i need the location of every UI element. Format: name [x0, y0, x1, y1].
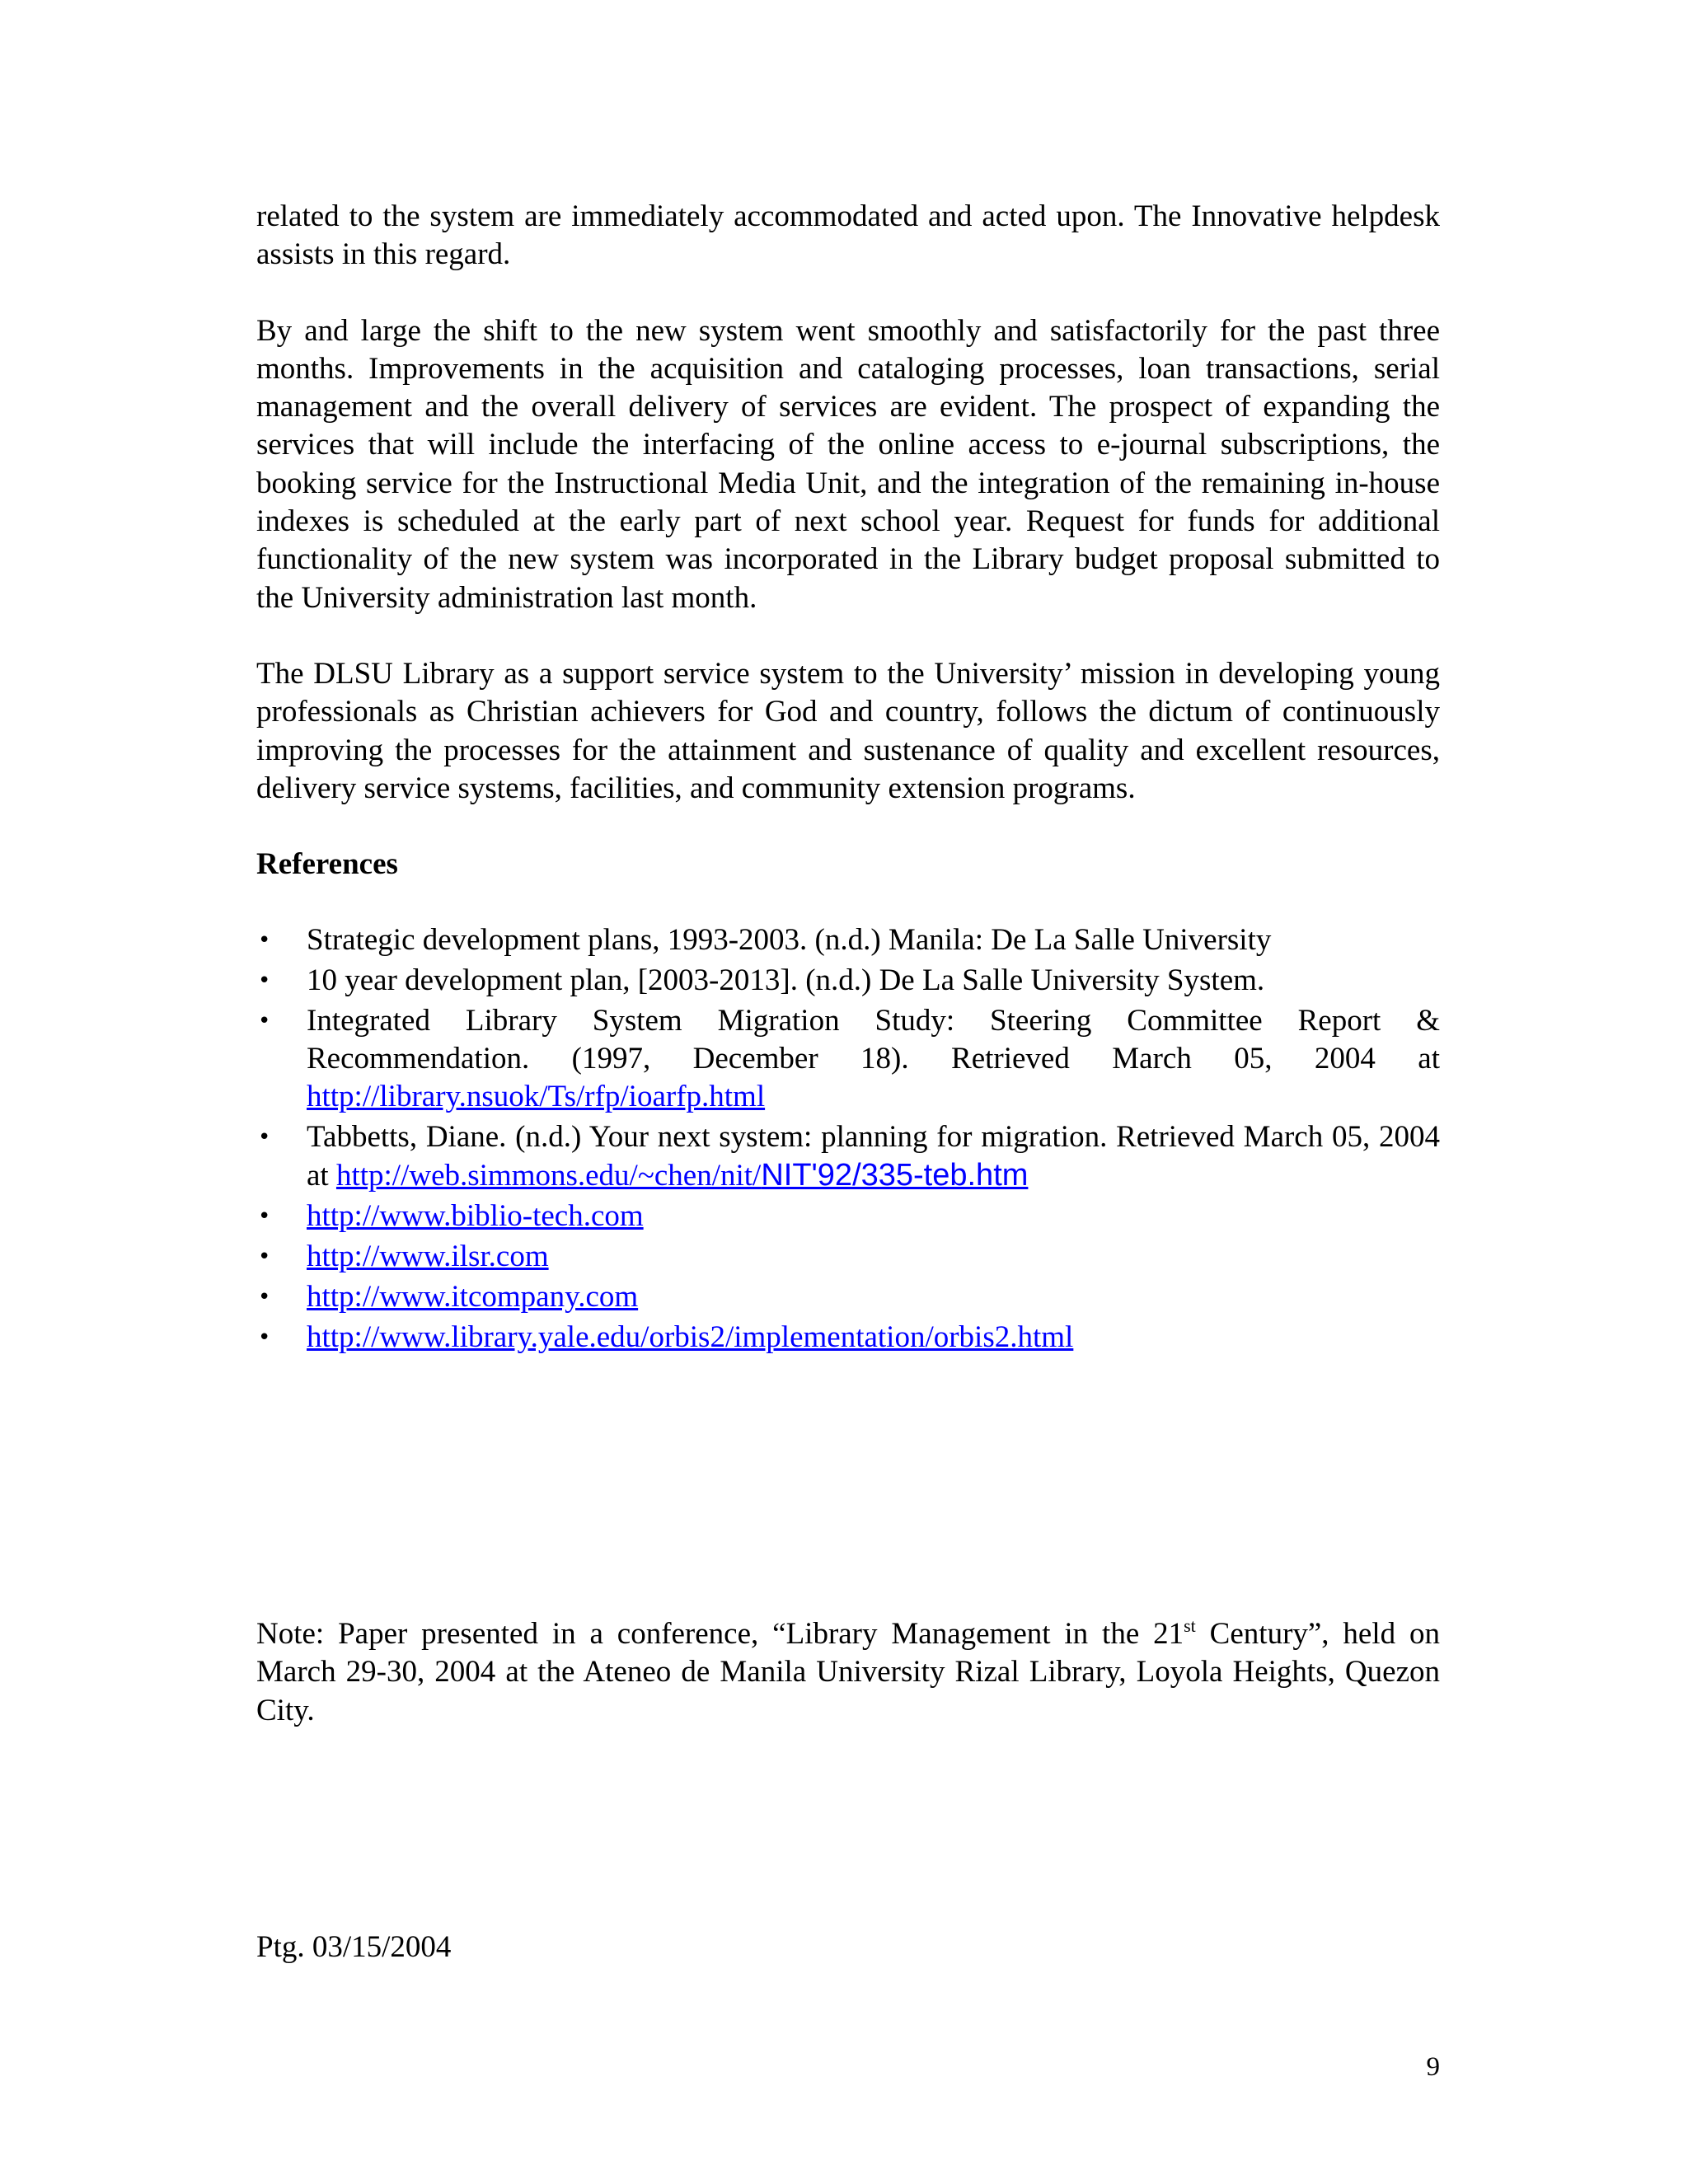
bullet-icon: • — [258, 1125, 271, 1151]
document-body — [256, 198, 1440, 1359]
bullet-icon: • — [258, 968, 271, 994]
reference-link-itcompany[interactable]: http://www.itcompany.com — [307, 1280, 639, 1315]
page-number: 9 — [1426, 2052, 1440, 2082]
reference-link-nsuok[interactable]: http://library.nsuok/Ts/rfp/ioarfp.html — [307, 1080, 766, 1114]
note-superscript: st — [1184, 1615, 1196, 1636]
reference-item — [256, 1002, 1440, 1116]
reference-text: Integrated Library System Migration Study: Steering Committee Report & Recommendation. (1997, December 18). Retrieved March 05, 2004 at — [307, 1004, 1440, 1076]
bullet-icon: • — [258, 1285, 271, 1310]
bullet-icon: • — [258, 928, 271, 954]
reference-link-simmons-file: NIT'92/335-teb.htm — [761, 1158, 1029, 1193]
reference-link-yale[interactable]: http://www.library.yale.edu/orbis2/implementation/orbis2.html — [307, 1320, 1074, 1355]
paragraph-helpdesk: related to the system are immediately accommodated and acted upon. The Innovative helpdesk assists in this regard. — [256, 199, 1440, 272]
date-line: Ptg. 03/15/2004 — [256, 1930, 452, 1964]
reference-link-simmons-path: http://web.simmons.edu/~chen/nit/ — [335, 1159, 762, 1193]
reference-item — [256, 1197, 1440, 1235]
paragraph-dlsu-library: The DLSU Library as a support service system to the University’ mission in developing young professionals as Christian achievers for God and country, follows the dictum of continuously improving the processes for the attainment and sustenance of quality and excellent resources, delivery service systems, facilities, and community extension programs. — [256, 656, 1440, 805]
references-list — [256, 921, 1440, 1357]
bullet-icon: • — [258, 1325, 271, 1351]
reference-item — [256, 921, 1440, 959]
reference-link-biblio-tech[interactable]: http://www.biblio-tech.com — [307, 1199, 644, 1234]
reference-text: Tabbetts, Diane. (n.d.) Your next system: planning for migration. Retrieved March 05, 2004 at — [307, 1120, 1440, 1193]
paragraph-system-shift: By and large the shift to the new system went smoothly and satisfactorily for the past three months. Improvements in the acquisition and cataloging processes, loan transactions, serial management and the overall delivery of services are evident. The prospect of expanding the services that will include the interfacing of the online access to e-journal subscriptions, the booking service for the Instructional Media Unit, and the integration of the remaining in-house indexes is scheduled at the early part of next school year. Request for funds for additional functionality of the new system was incorporated in the Library budget proposal submitted to the University administration last month. — [256, 313, 1440, 615]
reference-link-simmons[interactable] — [336, 1159, 1028, 1193]
reference-text: Strategic development plans, 1993-2003. (n.d.) Manila: De La Salle University — [307, 923, 1272, 958]
reference-item — [256, 1238, 1440, 1276]
references-heading: References — [256, 847, 398, 882]
note-text-start: Note: Paper presented in a conference, “Library Management in the 21 — [256, 1617, 1184, 1651]
bullet-icon: • — [258, 1204, 271, 1230]
conference-note — [256, 1615, 1440, 1730]
reference-item — [256, 1319, 1440, 1357]
reference-item — [256, 1118, 1440, 1195]
reference-item — [256, 962, 1440, 1000]
bullet-icon: • — [258, 1244, 271, 1270]
reference-text: 10 year development plan, [2003-2013]. (n.d.) De La Salle University System. — [307, 963, 1265, 998]
note-text-end: Century”, held on March 29-30, 2004 at the Ateneo de Manila University Rizal Library, Loyola Heights, Quezon City. — [256, 1617, 1440, 1727]
reference-link-ilsr[interactable]: http://www.ilsr.com — [307, 1240, 549, 1274]
bullet-icon: • — [258, 1009, 271, 1034]
reference-item — [256, 1278, 1440, 1316]
